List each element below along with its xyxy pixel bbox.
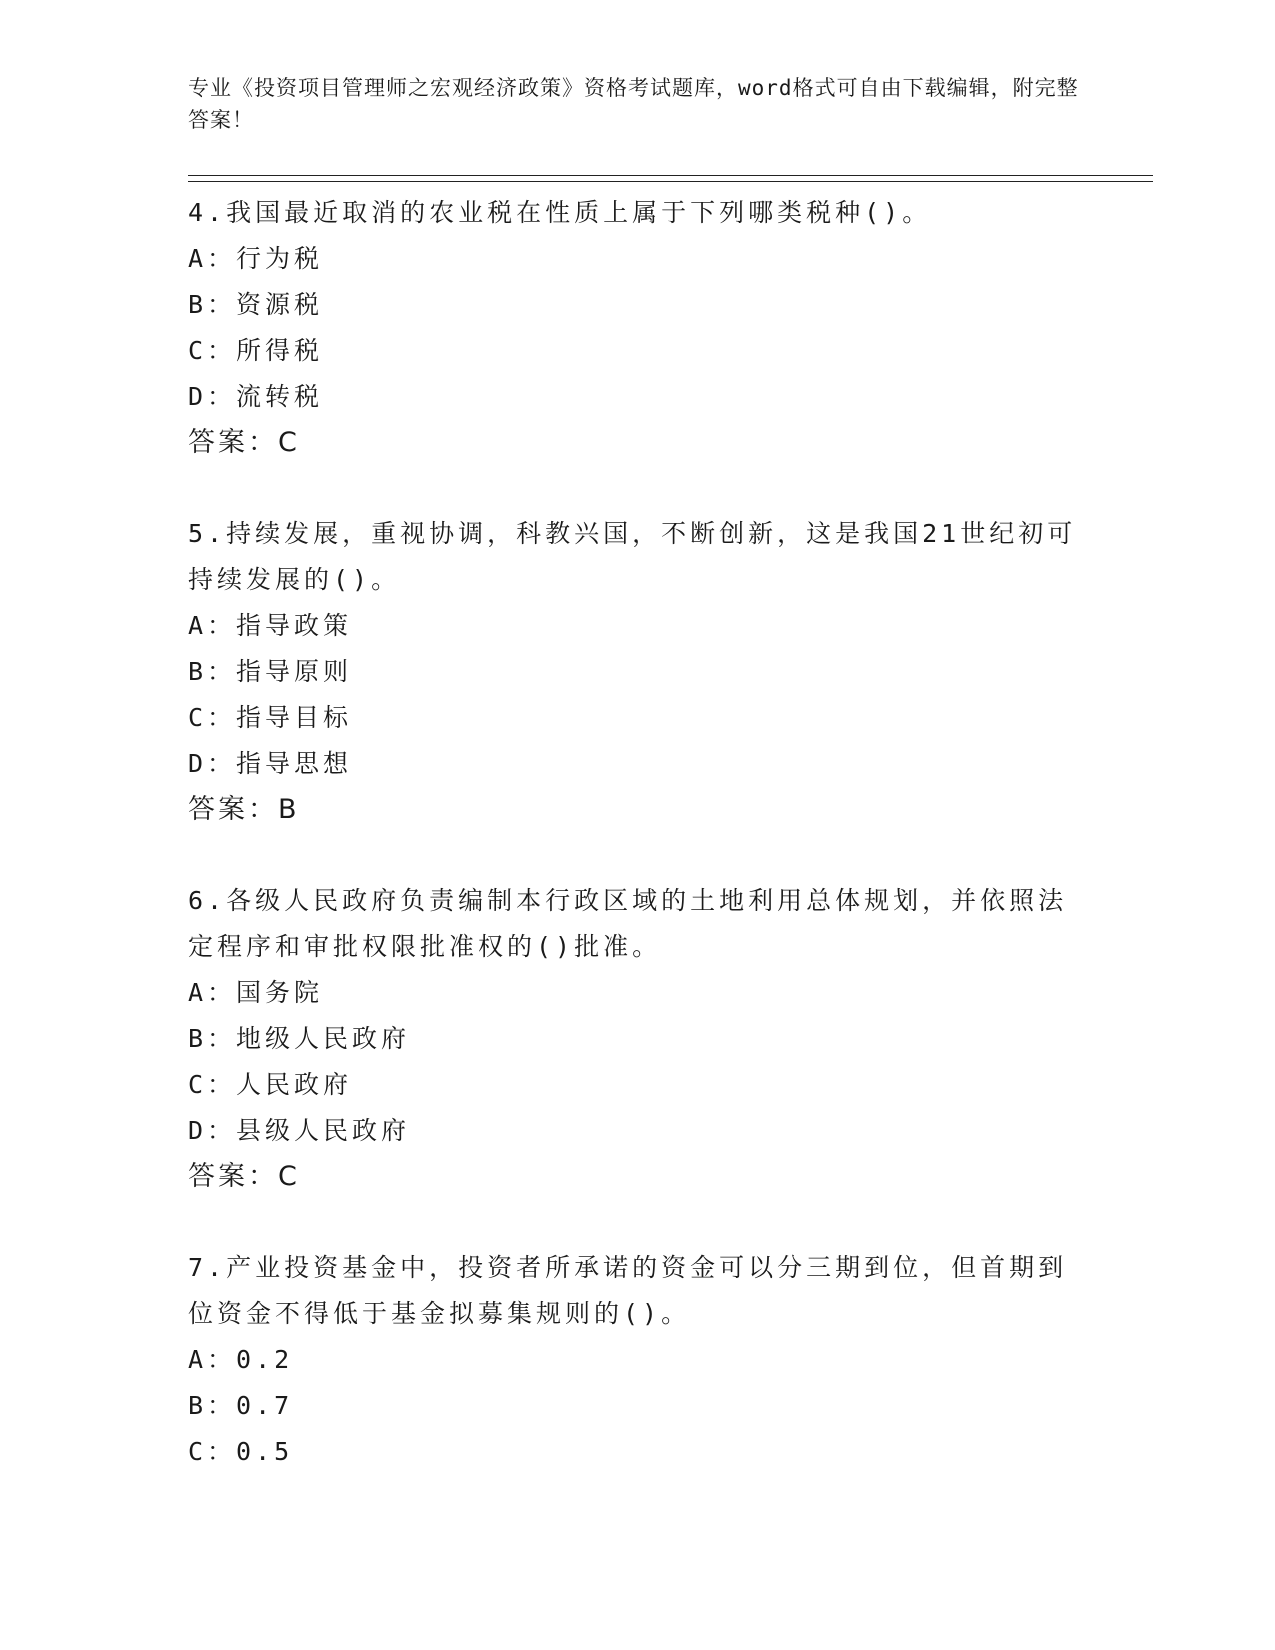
option-a: A：国务院 [188, 978, 324, 1007]
option-b: B：地级人民政府 [188, 1024, 411, 1053]
answer: 答案：C [188, 1161, 300, 1192]
document-intro: 专业《投资项目管理师之宏观经济政策》资格考试题库，word格式可自由下载编辑，附完整答案！ [188, 76, 1079, 132]
question-text: 7.产业投资基金中，投资者所承诺的资金可以分三期到位，但首期到位资金不得低于基金拟募集规则的()。 [188, 1253, 1068, 1328]
question-list [188, 190, 1088, 1520]
answer: 答案：B [188, 794, 300, 825]
header-divider-bottom [188, 181, 1153, 182]
question-6 [188, 878, 1088, 1200]
header-divider-top [188, 175, 1153, 176]
option-d: D：县级人民政府 [188, 1116, 411, 1145]
option-b: B：资源税 [188, 290, 324, 319]
option-a: A：指导政策 [188, 611, 353, 640]
question-5 [188, 511, 1088, 833]
option-a: A：行为税 [188, 244, 324, 273]
option-b: B：0.7 [188, 1391, 294, 1420]
question-text: 5.持续发展，重视协调，科教兴国，不断创新，这是我国21世纪初可持续发展的()。 [188, 519, 1077, 594]
option-d: D：指导思想 [188, 749, 353, 778]
question-text: 6.各级人民政府负责编制本行政区域的土地利用总体规划，并依照法定程序和审批权限批准权的()批准。 [188, 886, 1068, 961]
option-c: C：指导目标 [188, 703, 353, 732]
option-c: C：0.5 [188, 1437, 294, 1466]
option-b: B：指导原则 [188, 657, 353, 686]
option-c: C：所得税 [188, 336, 324, 365]
question-7 [188, 1245, 1088, 1475]
answer: 答案：C [188, 427, 300, 458]
option-c: C：人民政府 [188, 1070, 353, 1099]
option-a: A：0.2 [188, 1345, 294, 1374]
question-text: 4.我国最近取消的农业税在性质上属于下列哪类税种()。 [188, 198, 932, 227]
option-d: D：流转税 [188, 382, 324, 411]
question-4 [188, 190, 1088, 466]
